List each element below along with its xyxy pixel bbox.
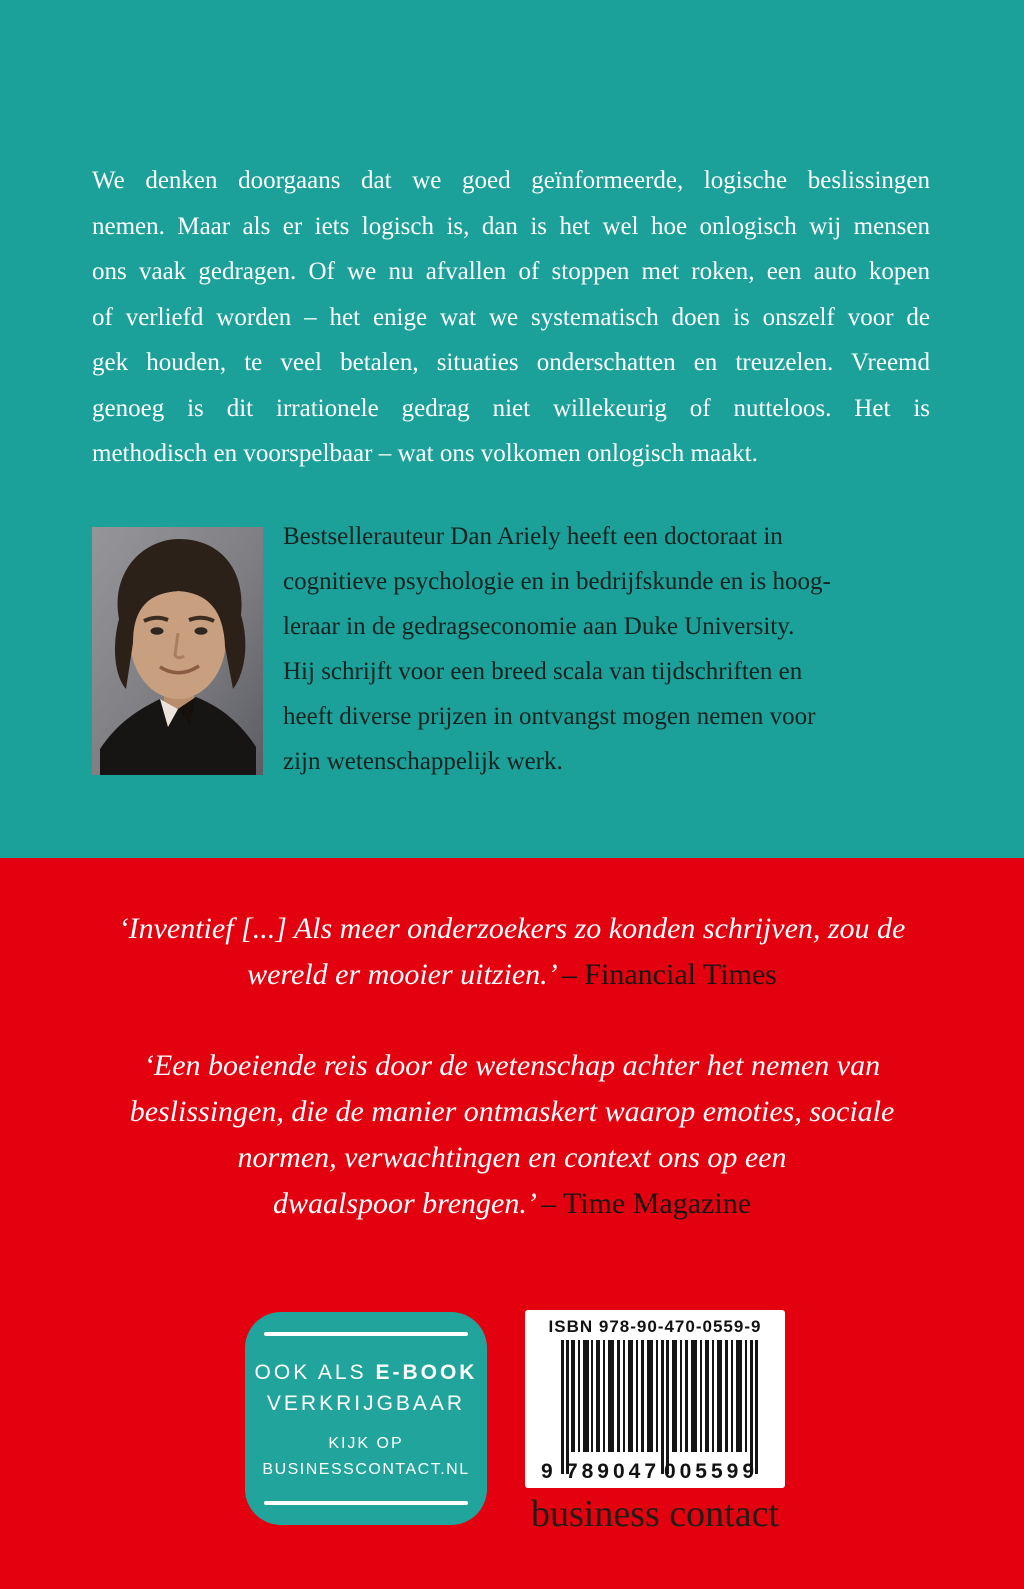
eye: [195, 627, 208, 635]
author-photo: [92, 527, 263, 775]
intro-line: We denken doorgaans dat we goed geïnformeerde, logische beslissingen: [92, 167, 930, 194]
quote-line: normen, verwachtingen en context ons op een: [237, 1141, 787, 1174]
intro-paragraph: [92, 158, 930, 477]
quote-line: ‘Inventief [...] Als meer onderzoekers zo konden schrijven, zou de: [118, 912, 906, 945]
bio-line: zijn wetenschappelijk werk.: [283, 748, 563, 775]
barcode-digits-right: 005599: [663, 1460, 759, 1482]
barcode-panel: [525, 1310, 785, 1488]
quote-line: beslissingen, die de manier ontmaskert waarop emoties, sociale: [129, 1095, 895, 1128]
bio-line: cognitieve psychologie en in bedrijfskunde en is hoog-: [283, 568, 831, 595]
barcode-digits-left: 789047: [565, 1460, 661, 1482]
quote-financial-times: [0, 906, 1024, 998]
bio-line: leraar in de gedragseconomie aan Duke University.: [283, 613, 795, 640]
bio-line: Bestsellerauteur Dan Ariely heeft een doctoraat in: [283, 523, 783, 550]
intro-line: genoeg is dit irrationele gedrag niet willekeurig of nutteloos. Het is: [92, 394, 930, 422]
quote-text: dwaalspoor brengen.’: [272, 1187, 542, 1220]
quote-line: ‘Een boeiende reis door de wetenschap achter het nemen van: [143, 1049, 881, 1082]
quote-line: [0, 952, 1024, 998]
quote-line: [0, 1181, 1024, 1227]
barcode: [539, 1340, 771, 1482]
isbn-label: ISBN 978-90-470-0559-9: [548, 1317, 762, 1336]
ebook-line-2: VERKRIJGBAAR: [266, 1392, 466, 1415]
ebook-line-1: OOK ALS E-BOOK: [254, 1361, 478, 1384]
intro-line: nemen. Maar als er iets logisch is, dan is het wel hoe onlogisch wij mensen: [92, 212, 930, 240]
bio-line: heeft diverse prijzen in ontvangst mogen nemen voor: [283, 703, 816, 730]
publisher-logo: business contact: [530, 1493, 779, 1535]
intro-line: ons vaak gedragen. Of we nu afvallen of stoppen met roken, een auto kopen: [92, 258, 930, 285]
eye: [151, 627, 164, 635]
quote-text: wereld er mooier uitzien.’: [247, 958, 562, 991]
intro-line: methodisch en voorspelbaar – wat ons volkomen onlogisch maakt.: [92, 440, 758, 467]
author-bio: [283, 514, 943, 784]
quote-time-magazine: [0, 1043, 1024, 1227]
barcode-lead-digit: 9: [541, 1460, 557, 1482]
intro-line: gek houden, te veel betalen, situaties onderschatten en treuzelen. Vreemd: [92, 349, 930, 376]
quote-attribution: – Financial Times: [561, 958, 777, 991]
ebook-line-3: KIJK OP: [328, 1435, 404, 1452]
intro-line: of verliefd worden – het enige wat we systematisch doen is onszelf voor de: [92, 303, 930, 331]
ebook-website: BUSINESSCONTACT.NL: [262, 1461, 470, 1478]
quote-attribution: – Time Magazine: [541, 1187, 752, 1220]
ebook-promo-box: [245, 1312, 487, 1525]
divider: [264, 1501, 468, 1505]
bio-line: Hij schrijft voor een breed scala van tijdschriften en: [283, 658, 803, 685]
divider: [264, 1332, 468, 1336]
